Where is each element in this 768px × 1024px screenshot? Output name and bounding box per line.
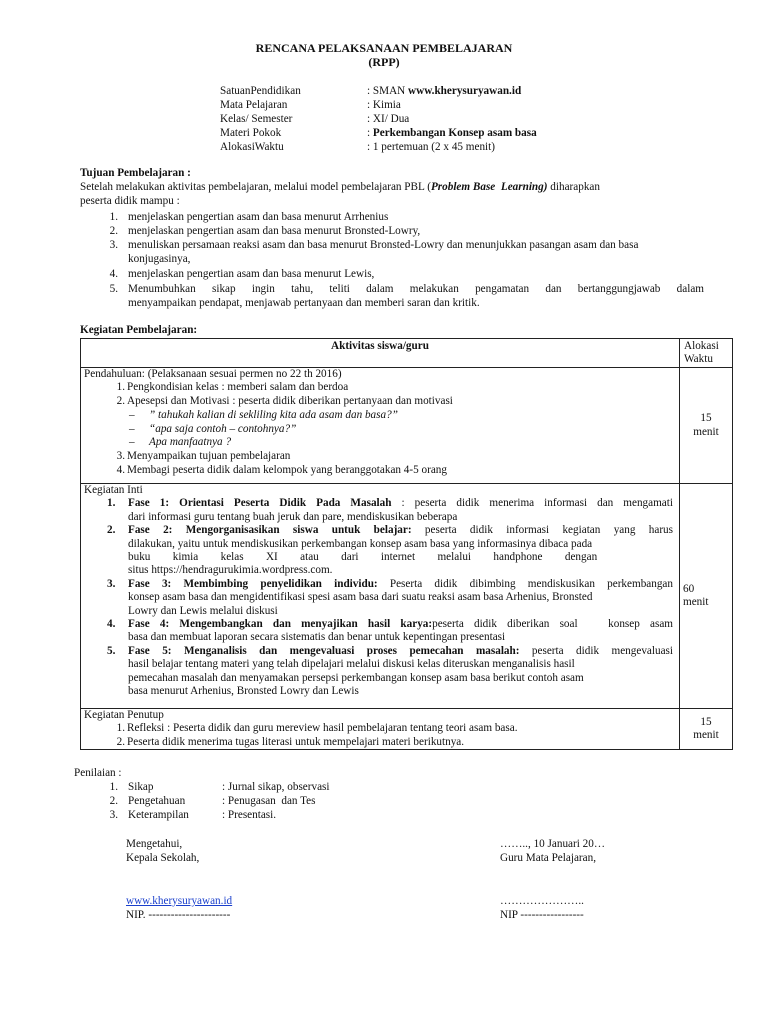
question-item: – ” tahukah kalian di sekliling kita ada asam dan basa?” <box>129 409 398 422</box>
tujuan-heading: Tujuan Pembelajaran : <box>80 167 191 179</box>
signature-mengetahui: Mengetahui, <box>126 838 183 850</box>
fase-item: 5. Fase 5: Menganalisis dan mengevaluasi proses pemecahan masalah: peserta didik mengevaluasi <box>107 644 674 657</box>
alokasi-label: Alokasi <box>684 340 719 352</box>
activity-table <box>80 338 733 750</box>
fase-item: 1. Fase 1: Orientasi Peserta Didik Pada Masalah : peserta didik menerima informasi dan mengamati <box>107 497 673 510</box>
question-item: – “apa saja contoh – contohnya?” <box>129 422 297 435</box>
signature-guru: Guru Mata Pelajaran, <box>500 852 596 864</box>
tujuan-item: menjelaskan pengertian asam dan basa menurut Bronsted-Lowry, <box>128 225 421 237</box>
tujuan-num: 2. <box>109 225 118 237</box>
tujuan-intro-cont: peserta didik mampu : <box>80 195 180 207</box>
tujuan-num: 3. <box>109 239 118 251</box>
penilaian-num: 3. <box>109 809 118 821</box>
info-value-alokasi: : 1 pertemuan (2 x 45 menit) <box>367 141 496 153</box>
inti-cell <box>81 484 680 709</box>
fase-item: 4. Fase 4: Mengembangkan dan menyajikan hasil karya:peserta didik diberikan soal konsep asam <box>107 618 673 631</box>
fase-item-cont: basa menurut Arhenius, Bronsted Lowry dan Lewis <box>128 685 359 698</box>
penutup-alokasi: 15 menit <box>680 709 733 750</box>
info-label-materi: Materi Pokok <box>220 127 282 139</box>
signature-dots: ………………….. <box>500 895 584 907</box>
fase-item-cont: konsep asam basa dan mengidentifikasi spesi asam basa dari suatu reaksi asam basa Arhenius, Bronsted <box>128 591 593 604</box>
info-label-alokasi: AlokasiWaktu <box>220 141 284 153</box>
table-row <box>81 709 733 750</box>
penilaian-label: Sikap <box>128 781 154 793</box>
penilaian-label: Keterampilan <box>128 809 189 821</box>
penilaian-heading: Penilaian : <box>74 767 122 779</box>
tujuan-num: 4. <box>109 268 118 280</box>
tujuan-num: 1. <box>109 211 118 223</box>
fase-item-cont: buku kimia kelas XI atau dari internet melalui handphone dengan <box>128 551 598 564</box>
table-header-alokasi <box>680 339 733 368</box>
fase-item-cont: situs https://hendragurukimia.wordpress.com. <box>128 564 333 577</box>
pendahuluan-alokasi: 15 menit <box>680 368 733 484</box>
fase-item-cont: hasil belajar tentang materi yang telah dipelajari melalui diskusi kelas diteruskan menganalisis hasil <box>128 658 575 671</box>
info-label-satuan: SatuanPendidikan <box>220 85 301 97</box>
fase-item-cont: basa dan membuat laporan secara sistematis dan benar untuk kepentingan presentasi <box>128 631 506 644</box>
penilaian-value: : Presentasi. <box>222 809 277 821</box>
kegiatan-heading: Kegiatan Pembelajaran: <box>80 324 198 336</box>
info-value-kelas: : XI/ Dua <box>367 113 410 125</box>
tujuan-item: menjelaskan pengertian asam dan basa menurut Lewis, <box>128 268 375 280</box>
tujuan-item: menjelaskan pengertian asam dan basa menurut Arrhenius <box>128 211 389 223</box>
fase-item: 3. Fase 3: Membimbing penyelidikan individu: Peserta didik dibimbing mendiskusikan perkembangan <box>107 577 673 590</box>
signature-nip-right: NIP ----------------- <box>500 909 584 921</box>
list-item: 1. Refleksi : Peserta didik dan guru mereview hasil pembelajaran tentang teori asam basa. <box>116 722 518 735</box>
info-label-kelas: Kelas/ Semester <box>220 113 293 125</box>
document-subtitle: (RPP) <box>368 55 400 69</box>
question-item: – Apa manfaatnya ? <box>129 436 232 449</box>
list-item: 4. Membagi peserta didik dalam kelompok yang beranggotakan 4-5 orang <box>116 463 447 476</box>
info-value-mapel: : Kimia <box>367 99 401 111</box>
signature-nip-left: NIP. ---------------------- <box>126 909 231 921</box>
penilaian-num: 2. <box>109 795 118 807</box>
info-label-mapel: Mata Pelajaran <box>220 99 288 111</box>
pendahuluan-cell <box>81 368 680 484</box>
table-header-row <box>81 339 733 368</box>
website-link[interactable]: www.kherysuryawan.id <box>126 895 233 907</box>
tujuan-item: menuliskan persamaan reaksi asam dan basa menurut Bronsted-Lowry dan menunjukkan pasangan asam dan basa <box>128 239 639 251</box>
penilaian-label: Pengetahuan <box>128 795 186 807</box>
signature-date: …….., 10 Januari 20… <box>500 838 606 850</box>
table-row <box>81 484 733 709</box>
fase-item-cont: dilakukan, yaitu untuk mendiskusikan perkembangan konsep asam basa yang informasinya dibaca pada <box>128 537 593 550</box>
list-item: 3. Menyampaikan tujuan pembelajaran <box>116 450 291 463</box>
penutup-cell <box>81 709 680 750</box>
inti-alokasi: 60 menit <box>680 484 733 709</box>
tujuan-item-cont: konjugasinya, <box>128 253 191 265</box>
fase-item-cont: dari informasi guru tentang buah jeruk dan pare, mendiskusikan beberapa <box>128 510 458 523</box>
tujuan-item: Menumbuhkan sikap ingin tahu, teliti dalam melakukan pengamatan dan bertanggungjawab dalam <box>128 283 704 295</box>
table-row <box>81 368 733 484</box>
inti-title: Kegiatan Inti <box>84 484 143 496</box>
fase-item-cont: pemecahan masalah dan menyamakan persepsi perkembangan konsep asam basa berikut contoh asam <box>128 671 584 684</box>
document-title: RENCANA PELAKSANAAN PEMBELAJARAN <box>255 41 513 55</box>
tujuan-num: 5. <box>109 283 118 295</box>
list-item: 2. Apesepsi dan Motivasi : peserta didik diberikan pertanyaan dan motivasi <box>116 394 453 407</box>
penutup-title: Kegiatan Penutup <box>84 709 164 721</box>
fase-item-cont: Lowry dan Lewis melalui diskusi <box>128 604 278 617</box>
info-value-materi: : Perkembangan Konsep asam basa <box>367 127 537 139</box>
fase-item: 2. Fase 2: Mengorganisasikan siswa untuk belajar: peserta didik informasi kegiatan yang harus <box>107 524 673 537</box>
list-item: 2. Peserta didik menerima tugas literasi untuk mempelajari materi berikutnya. <box>116 735 465 748</box>
table-header-activity: Aktivitas siswa/guru <box>81 339 680 368</box>
info-value-satuan: : SMAN www.kherysuryawan.id <box>367 85 522 97</box>
penilaian-value: : Penugasan dan Tes <box>222 795 316 807</box>
penilaian-num: 1. <box>109 781 118 793</box>
tujuan-intro: Setelah melakukan aktivitas pembelajaran, melalui model pembelajaran PBL (Problem Base Learning) diharapkan <box>80 181 600 193</box>
tujuan-item-cont: menyampaikan pendapat, menjawab pertanyaan dan memberi saran dan kritik. <box>128 297 480 309</box>
signature-kepala-sekolah: Kepala Sekolah, <box>126 852 200 864</box>
waktu-label: Waktu <box>684 353 713 366</box>
penilaian-value: : Jurnal sikap, observasi <box>222 781 330 793</box>
pendahuluan-title: Pendahuluan: (Pelaksanaan sesuai permen no 22 th 2016) <box>84 368 342 380</box>
list-item: 1. Pengkondisian kelas : memberi salam dan berdoa <box>116 381 349 394</box>
